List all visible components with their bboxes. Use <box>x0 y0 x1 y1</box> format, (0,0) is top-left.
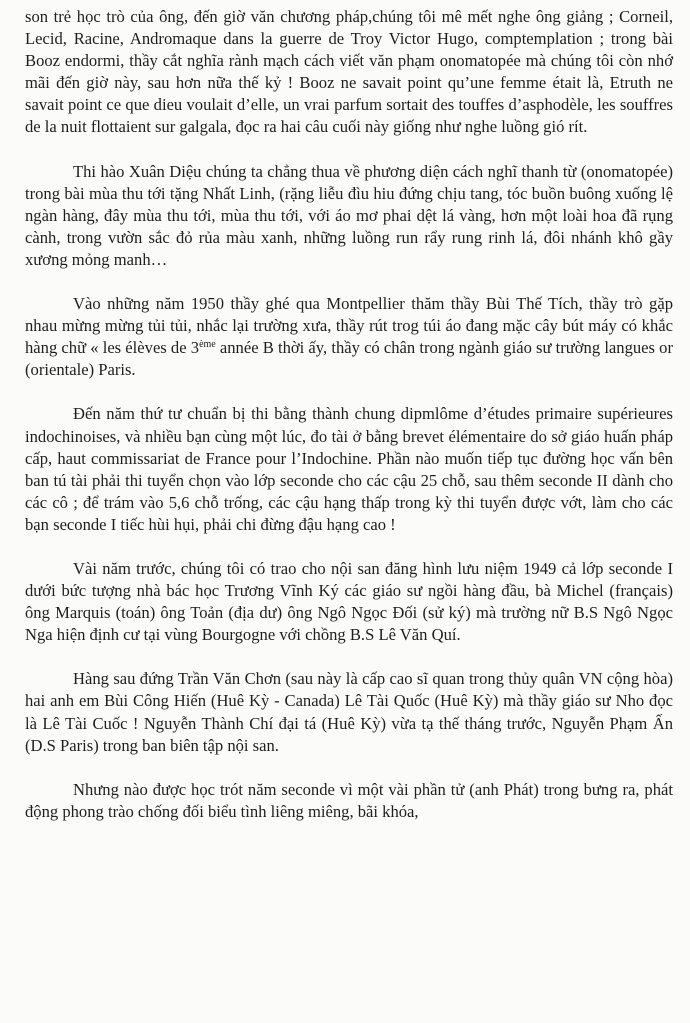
paragraph-seconde-year: Nhưng nào được học trót năm seconde vì một vài phần tử (anh Phát) trong bưng ra, phát động phong trào chống đối biểu tình liêng miêng, bãi khóa, <box>25 779 673 821</box>
paragraph-back-row: Hàng sau đứng Trần Văn Chơn (sau này là cấp cao sĩ quan trong thủy quân VN cộng hòa) hai anh em Bùi Công Hiến (Huê Kỳ - Canada) Lê Tài Quốc (Huê Kỳ) mà thầy giáo sư Nho đọc là Lê Tài Cuốc ! Nguyễn Thành Chí đại tá (Huê Kỳ) vừa tạ thế tháng trước, Nguyễn Phạm Ấn (D.S Paris) trong ban biên tập nội san. <box>25 669 673 755</box>
paragraph-class-photo-1949: Vài năm trước, chúng tôi có trao cho nội san đăng hình lưu niệm 1949 cả lớp seconde I dưới bức tượng nhà bác học Trương Vĩnh Ký các giáo sư ngồi hàng đầu, bà Michel (français) ông Marquis (toán) ông Toản (địa dư) ông Ngô Ngọc Đối (sử ký) mà trường nữ B.S Ngô Ngọc Nga hiện định cư tại vùng Bourgogne với chồng B.S Lê Văn Quí. <box>25 558 673 645</box>
paragraph-xuan-dieu: Thi hào Xuân Diệu chúng ta chẳng thua về phương diện cách nghĩ thanh từ (onomatopée) trong bài mùa thu tới tặng Nhất Linh, (rặng liễu đìu hiu đứng chịu tang, tóc buồn buông xuống lệ ngàn hàng, đây mùa thu tới, mùa thu tới, với áo mơ phai dệt lá vàng, hơn một loài hoa đã rụng cành, trong vườn sắc đỏ rủa màu xanh, những luồng run rẩy rung rinh lá, đôi nhánh khô gầy xương mỏng manh… <box>25 161 673 269</box>
paragraph-montpellier <box>25 293 673 381</box>
paragraph-booz-endormi: son trẻ học trò của ông, đến giờ văn chương pháp,chúng tôi mê mết nghe ông giảng ; Corneil, Lecid, Racine, Andromaque dans la guerre de Troy Victor Hugo, comptemplation ; trong bài Booz endormi, thầy cắt nghĩa rành mạch cách viết văn phạm onomatopée mà chúng tôi còn nhớ mãi đến giờ này, sau hơn nữa thế kỷ ! Booz ne savait point qu’une femme était là, Etruth ne savait point ce que dieu voulait d’elle, un vrai parfum sortait des touffes d’asphodèle, les souffres de la nuit flottaient sur galgala, đọc ra hai câu cuối này giống như nghe luồng gió rít. <box>25 7 673 137</box>
paragraph-montpellier-text-before: Vào những năm 1950 thầy ghé qua Montpellier thăm thầy Bùi Thế Tích, thầy trò gặp nhau mừng mừng tủi tủi, nhắc lại trường xưa, thầy rút trog túi áo đang mặc cây bút máy có khắc hàng chữ « les élèves de 3 <box>25 294 673 358</box>
paragraph-diplome-exam: Đến năm thứ tư chuẩn bị thi bằng thành chung dipmlôme d’études primaire supérieures indochinoises, và nhiều bạn cùng một lúc, đo tài ở bằng brevet élémentaire do sở giáo huấn pháp cấp, haut commissariat de France pour l’Indochine. Phần nào muốn tiếp tục đường học vấn bên ban tú tài phải thi tuyển chọn vào lớp seconde cho các cậu 25 chỗ, sau thêm seconde II dành cho các cô ; để trám vào 5,6 chỗ trống, các cậu hạng thấp trong kỳ thi tuyển được vớt, làm cho các bạn seconde I tiếc hùi hụi, phải chi đừng đậu hạng cao ! <box>25 404 673 534</box>
document-page <box>25 6 673 823</box>
ordinal-superscript: ème <box>199 339 216 351</box>
paragraph-montpellier-text-after: année B thời ấy, thầy có chân trong ngành giáo sư trường langues or (orientale) Paris. <box>25 338 673 380</box>
